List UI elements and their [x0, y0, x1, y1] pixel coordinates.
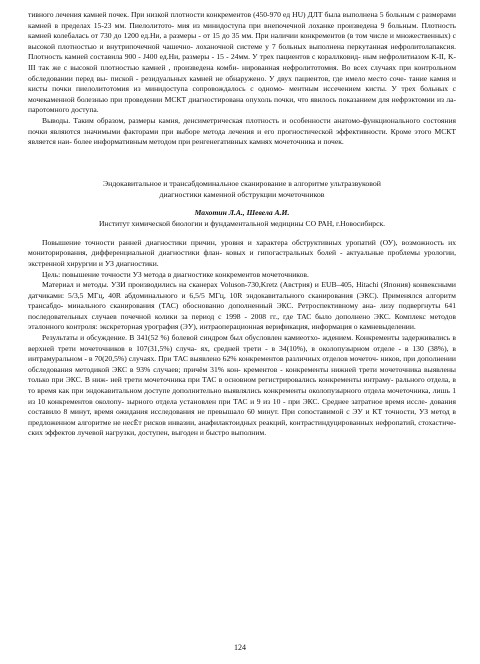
text-line: тивного лечения камней почек. При низкой плотности конкрементов (450-970 ед HU) [28, 10, 306, 19]
text-line: УЗ диагностики. [104, 258, 159, 268]
article-title-line-1: Эндокавитальное и трансабдоминальное сканирование в алгоритме ультразвуковой [103, 178, 381, 188]
text-line: ях, средней трети - в 34(10%), в околопузырном отделе - в 130 (38%), в интрамуральном - [28, 343, 456, 364]
text-line: колебалась от 730 до 1200 ед.Ни, а размеры - от 15 до 35 мм. При наличии конкрементов [53, 31, 346, 41]
text-line: крементов - конкременты нижней трети мочеточника выявлены только при ЭКС. В ниж- [28, 364, 456, 385]
text-line: уропатий (ОУ), возможность их мониторирования, дифференциальной диагностики флан- [28, 237, 457, 258]
text-line: анатомо-функционального состояния почки являются значимыми факторами при выборе [28, 115, 457, 136]
text-line: EUB–405, Hitachi (Япония) конвексными датчиками: 5/3,5 МГц, 40R абдоминального и [28, 280, 456, 300]
text-line: тание камня и кисты почки пиелолитотомия из минидоступа сопровождалось с одномо- [28, 73, 456, 94]
text-line: конкременты околопузырного отдела мочеточника, лишь 1 из 10 конкрементов околопу- [28, 386, 456, 406]
text-line: минального сканирования (ТАС) обоснованно дополненный ЭКС. Ретроспективному ана- [67, 301, 376, 311]
text-line: гг., где ТАС было дополнено ЭКС. Комплекс методов эталонного контроля: экскреторная [28, 311, 456, 332]
text-line: рального отдела, в то время как при эндокавитальном доступе дополнительно выявлялись [28, 375, 456, 396]
text-line: МСКТ диагностирована опухоль почки, что явилось показанием для нефрэктомии из ла- [164, 94, 457, 104]
text-line: паротомного доступа. [28, 105, 99, 115]
text-line: инвазии, анафилактоидных реакций, контрастиндуцированных нефропатий, стохастиче- [168, 417, 456, 427]
page-number: 124 [234, 643, 246, 652]
paragraph-results [28, 333, 456, 439]
text-line: сопоставимой с ЭУ и КТ точности, УЗ метод в предложенном алгоритме не несЁт рисков [28, 407, 457, 427]
paragraph-methods [28, 280, 456, 333]
text-line: Результаты и обсуждение. В 341(52 %) болевой синдром был обусловлен камиеотхо- [42, 333, 321, 343]
article-affiliation: Институт химической биологии и фундаментальной медицины СО РАН, г.Новосибирск. [98, 218, 386, 228]
text-line: пиской - резидуальных камней не обнаружено. У двух пациентов, где имело место сочe- [110, 73, 407, 83]
text-line: Материал и методы. УЗИ производились на сканерах Voluson-730,Kretz (Австрия) и [42, 280, 319, 290]
paragraph-introduction [28, 238, 456, 270]
text-line: более информативным методом при ренгенегативных камнях мочеточника и почек. [73, 137, 344, 147]
text-line: дования составило 8 минут, время ожидания исследования не превышало 60 минут. При [28, 396, 456, 417]
text-line: мия из минидоступа при внепочечной лоханке произведена 9 больным. Плотность камней [28, 20, 457, 41]
top-section [28, 10, 456, 148]
text-line: ников, при дополнении обследования методикой ЭКС в 93% случаев; причём 31% кон- [28, 354, 456, 374]
text-line: урография (ЭУ), интраоперационная верификация, информация о камневыделении. [144, 322, 416, 332]
text-line: ских эффектов лучевой нагрузки, доступен, выгоден и быстро выполним. [28, 428, 267, 438]
paragraph-goal: Цель: повышение точности УЗ метода в диагностике конкрементов мочеточников. [42, 269, 309, 279]
text-line: 6,5/5 МГц, 10R эндокавитального сканирования (ЭКС). Применялся алгоритм трансабдо- [28, 290, 456, 311]
text-line: зырного отдела установлен при ТАС и 9 из 10 - при ЭКС. Среднее затратное время иссле- [126, 396, 428, 406]
text-line: в 70(20,5%) случаях. При ТАС выявлено 62% конкрементов различных отделов мочеточ- [88, 354, 379, 364]
paragraph-conclusions [28, 116, 456, 148]
text-line: ней трети мочеточника при ТАС в основном регистрировались конкременты интраму- [110, 375, 394, 385]
text-line: камней составила 900 - J400 ед.Ни, размеры - 15 - 24мм. У трех пациентов с кораллковид- [64, 52, 361, 62]
text-line: ковых и гипогастральных болей - актуальные проблемы урологии, экстренной хирургии и [28, 248, 456, 268]
text-line: нированная нефролитотомия. Во всех случаях при контрольном обследовании перед вы- [28, 62, 457, 83]
article-authors: Махотин Л.А., Шевела А.И. [194, 207, 290, 217]
text-line: лоханочной системе у 7 больных выполнена перкутанная нефролитолапаксия. Плотность [28, 41, 456, 62]
text-line: (в том числе и множественных) с высокой плотностью и внутрипочечной чашечно- [28, 31, 457, 51]
article-title-line-2: диагностики каменной обструкции мочеточников [159, 189, 325, 199]
text-line: ным нефролитиазом К-II, K-III так же с высокой плотностью камней , произведена комби- [28, 52, 456, 72]
text-line: лизу подвергнуты 641 последовательных случаев почечной колики за период с 1998 - 2008 [28, 301, 456, 321]
document-page [28, 10, 456, 439]
text-line: ждением. Конкременты задерживались в верхней трети мочеточников в 107(31,5%) случа- [28, 333, 456, 353]
text-line: ментным иссечением кисты. У трех больных с мочекаменной болезнью при проведении [28, 84, 457, 104]
article-section [28, 178, 456, 439]
text-line: Повышение точности ранней диагностики причин, уровня и характера обструктивных [42, 237, 342, 247]
paragraph-mskt-results [28, 10, 456, 116]
section-gap [28, 148, 456, 178]
text-line: ДЛТ была выполнена 5 больным с размерами камней в пределах 15-23 мм. Пиелолитото- [28, 10, 456, 30]
text-line: Выводы. Таким образом, размеры камня, денсиметрическая плотность и особенности [42, 115, 331, 125]
text-line: метода лечения и его прогностической эффективности. Кроме этого МСКТ является наи- [28, 126, 457, 147]
